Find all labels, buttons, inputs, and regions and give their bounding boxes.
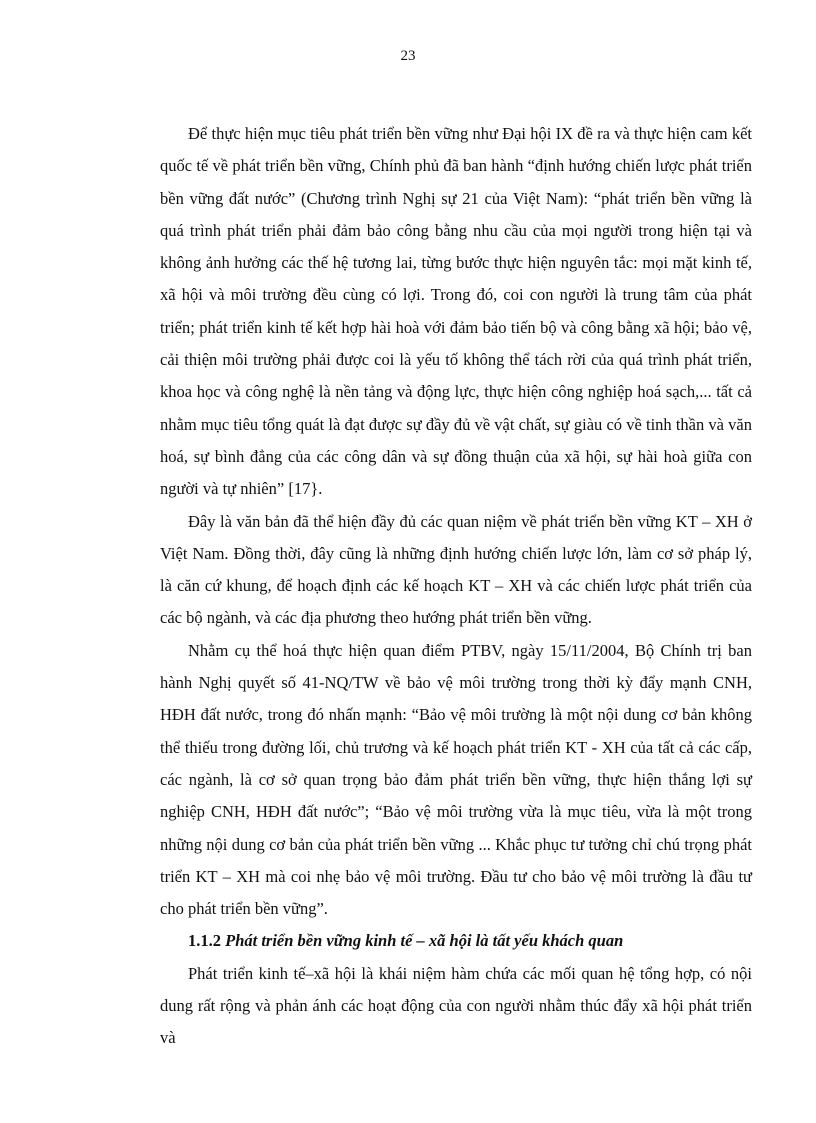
paragraph-socioeconomic-development: Phát triển kinh tế–xã hội là khái niệm hàm chứa các mối quan hệ tổng hợp, có nội dung rất rộng và phản ánh các hoạt động của con người nhằm thúc đẩy xã hội phát triển và: [160, 963, 752, 1048]
body-text: [160, 118, 752, 1055]
paragraph-sustainable-development-strategy: Để thực hiện mục tiêu phát triển bền vững như Đại hội IX đề ra và thực hiện cam kết quốc tế về phát triển bền vững, Chính phủ đã ban hành “định hướng chiến lược phát triển bền vững đất nước” (Chương trình Nghị sự 21 của Việt Nam): “phát triển bền vững là quá trình phát triển phải đảm bảo công bằng nhu cầu của mọi người trong hiện tại và không ảnh hưởng các thế hệ tương lai, từng bước thực hiện nguyên tắc: mọi mặt kinh tế, xã hội và môi trường đều cùng có lợi. Trong đó, coi con người là trung tâm của phát triển; phát triển kinh tế kết hợp hài hoà với đảm bảo tiến bộ và công bằng xã hội; bảo vệ, cải thiện môi trường phải được coi là yếu tố không thể tách rời của quá trình phát triển, khoa học và công nghệ là nền tảng và động lực, thực hiện công nghiệp hoá sạch,... tất cả nhằm mục tiêu tổng quát là đạt được sự đầy đủ về vật chất, sự giàu có về tinh thần và văn hoá, sự bình đẳng của các công dân và sự đồng thuận của xã hội, sự hài hoà giữa con người và tự nhiên” [17}.: [160, 124, 752, 499]
section-heading: [160, 925, 752, 957]
section-title: Phát triển bền vững kinh tế – xã hội là tất yếu khách quan: [225, 931, 624, 951]
page-number: 23: [400, 48, 416, 64]
paragraph-resolution-41: Nhằm cụ thể hoá thực hiện quan điểm PTBV, ngày 15/11/2004, Bộ Chính trị ban hành Nghị quyết số 41-NQ/TW về bảo vệ môi trường trong thời kỳ đẩy mạnh CNH, HĐH đất nước, trong đó nhấn mạnh: “Bảo vệ môi trường là một nội dung cơ bản không thể thiếu trong đường lối, chủ trương và kế hoạch phát triển KT - XH của tất cả các cấp, các ngành, là cơ sở quan trọng bảo đảm phát triển bền vững, thực hiện thắng lợi sự nghiệp CNH, HĐH đất nước”; “Bảo vệ môi trường vừa là mục tiêu, vừa là một trong những nội dung cơ bản của phát triển bền vững ... Khắc phục tư tưởng chỉ chú trọng phát triển KT – XH mà coi nhẹ bảo vệ môi trường. Đầu tư cho bảo vệ môi trường là đầu tư cho phát triển bền vững”.: [160, 640, 752, 919]
paragraph-legal-basis: Đây là văn bản đã thể hiện đầy đủ các quan niệm về phát triển bền vững KT – XH ở Việt Nam. Đồng thời, đây cũng là những định hướng chiến lược lớn, làm cơ sở pháp lý, là căn cứ khung, để hoạch định các kế hoạch KT – XH và các chiến lược phát triển của các bộ ngành, và các địa phương theo hướng phát triển bền vững.: [160, 511, 752, 628]
section-number: 1.1.2: [188, 931, 221, 951]
